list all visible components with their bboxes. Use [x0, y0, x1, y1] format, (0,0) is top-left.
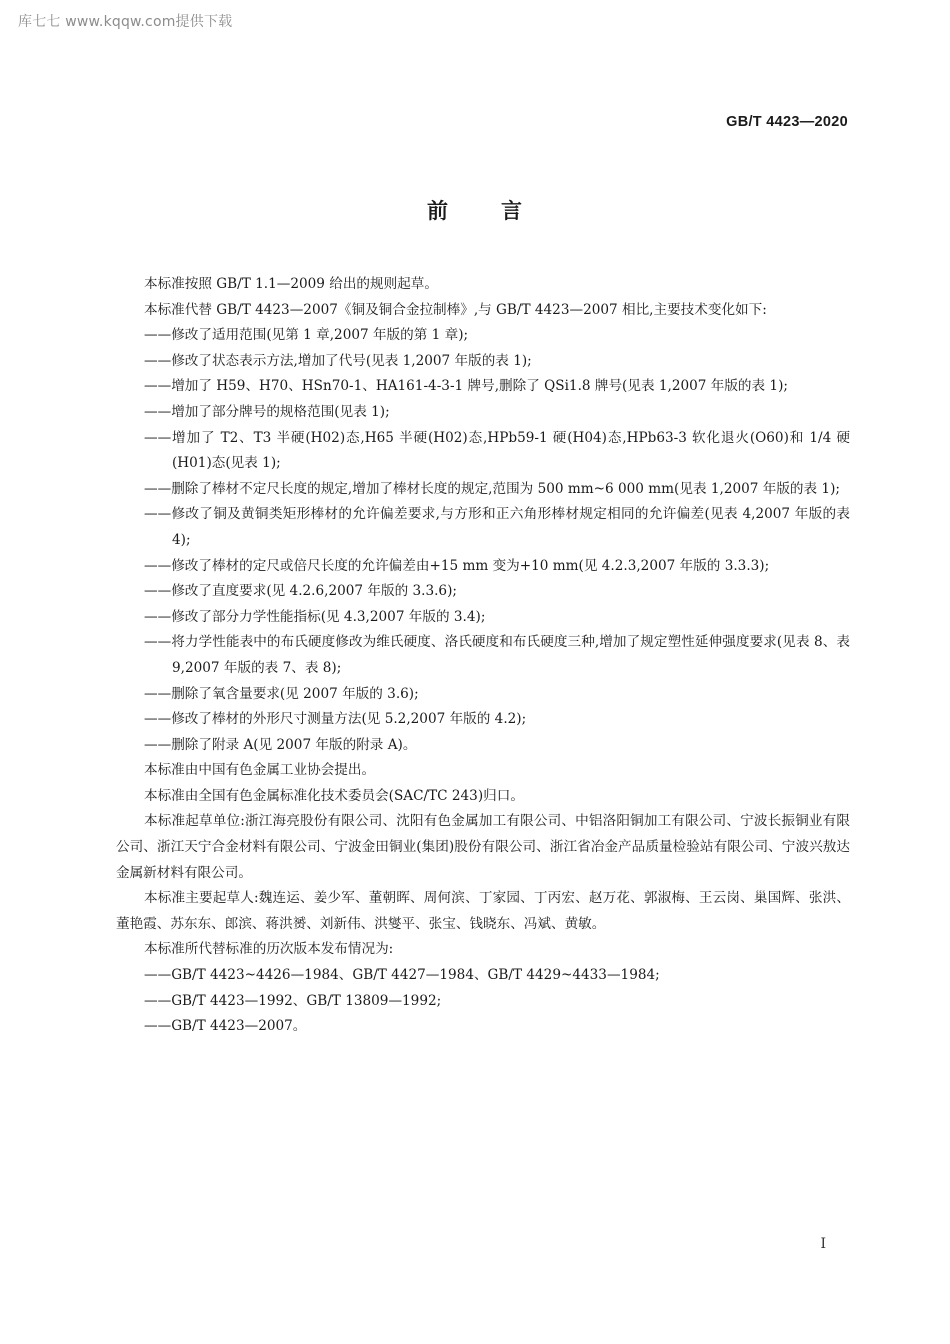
change-item: ——删除了氧含量要求(见 2007 年版的 3.6); — [144, 685, 419, 702]
page-number: I — [820, 1236, 826, 1252]
change-item: ——修改了状态表示方法,增加了代号(见表 1,2007 年版的表 1); — [144, 352, 532, 369]
change-item: ——增加了 H59、H70、HSn70-1、HA161-4-3-1 牌号,删除了 QSi1.8 牌号(见表 1,2007 年版的表 1); — [144, 378, 788, 395]
change-item: ——将力学性能表中的布氏硬度修改为维氏硬度、洛氏硬度和布氏硬度三种,增加了规定塑性延伸强度要求(见表 8、表 9,2007 年版的表 7、表 8); — [144, 634, 850, 676]
paragraph-committee: 本标准由全国有色金属标准化技术委员会(SAC/TC 243)归口。 — [144, 787, 524, 804]
change-item: ——修改了棒材的定尺或倍尺长度的允许偏差由+15 mm 变为+10 mm(见 4.2.3,2007 年版的 3.3.3); — [144, 557, 770, 574]
watermark-text: 库七七 www.kqqw.com提供下载 — [18, 14, 233, 30]
history-item: ——GB/T 4423~4426—1984、GB/T 4427—1984、GB/T 4429~4433—1984; — [144, 967, 660, 984]
change-item: ——删除了棒材不定尺长度的规定,增加了棒材长度的规定,范围为 500 mm~6 000 mm(见表 1,2007 年版的表 1); — [144, 480, 840, 497]
foreword-body — [116, 272, 850, 1040]
change-item: ——修改了适用范围(见第 1 章,2007 年版的第 1 章); — [144, 327, 469, 344]
paragraph-proposer: 本标准由中国有色金属工业协会提出。 — [144, 762, 376, 779]
title-char-1: 前 — [427, 199, 449, 223]
change-item: ——修改了部分力学性能指标(见 4.3,2007 年版的 3.4); — [144, 608, 486, 625]
paragraph-drafting-rules: 本标准按照 GB/T 1.1—2009 给出的规则起草。 — [144, 276, 438, 292]
title-char-2: 言 — [501, 199, 523, 223]
paragraph-drafters: 本标准主要起草人:魏连运、姜少军、董朝晖、周何滨、丁家园、丁丙宏、赵万花、郭淑梅、王云岗、巢国辉、张洪、董艳霞、苏东东、郎滨、蒋洪赟、刘新伟、洪燮平、张宝、钱晓东、冯斌、黄敏。 — [116, 890, 850, 932]
change-item: ——修改了棒材的外形尺寸测量方法(见 5.2,2007 年版的 4.2); — [144, 711, 527, 728]
standard-code: GB/T 4423—2020 — [726, 114, 848, 130]
page-title — [0, 195, 950, 225]
paragraph-history-intro: 本标准所代替标准的历次版本发布情况为: — [144, 941, 394, 958]
history-item: ——GB/T 4423—1992、GB/T 13809—1992; — [144, 992, 442, 1009]
change-item: ——删除了附录 A(见 2007 年版的附录 A)。 — [144, 736, 417, 753]
change-item: ——修改了铜及黄铜类矩形棒材的允许偏差要求,与方形和正六角形棒材规定相同的允许偏差(见表 4,2007 年版的表 4); — [144, 506, 850, 548]
change-item: ——增加了部分牌号的规格范围(见表 1); — [144, 403, 390, 420]
history-item: ——GB/T 4423—2007。 — [144, 1018, 307, 1035]
paragraph-drafting-units: 本标准起草单位:浙江海亮股份有限公司、沈阳有色金属加工有限公司、中铝洛阳铜加工有限公司、宁波长振铜业有限公司、浙江天宁合金材料有限公司、宁波金田铜业(集团)股份有限公司、浙江省冶金产品质量检验站有限公司、宁波兴敖达金属新材料有限公司。 — [116, 813, 850, 881]
change-item: ——增加了 T2、T3 半硬(H02)态,H65 半硬(H02)态,HPb59-1 硬(H04)态,HPb63-3 软化退火(O60)和 1/4 硬(H01)态(见表 1); — [144, 429, 850, 472]
paragraph-replaces: 本标准代替 GB/T 4423—2007《铜及铜合金拉制棒》,与 GB/T 4423—2007 相比,主要技术变化如下: — [144, 301, 767, 318]
change-item: ——修改了直度要求(见 4.2.6,2007 年版的 3.3.6); — [144, 583, 457, 600]
